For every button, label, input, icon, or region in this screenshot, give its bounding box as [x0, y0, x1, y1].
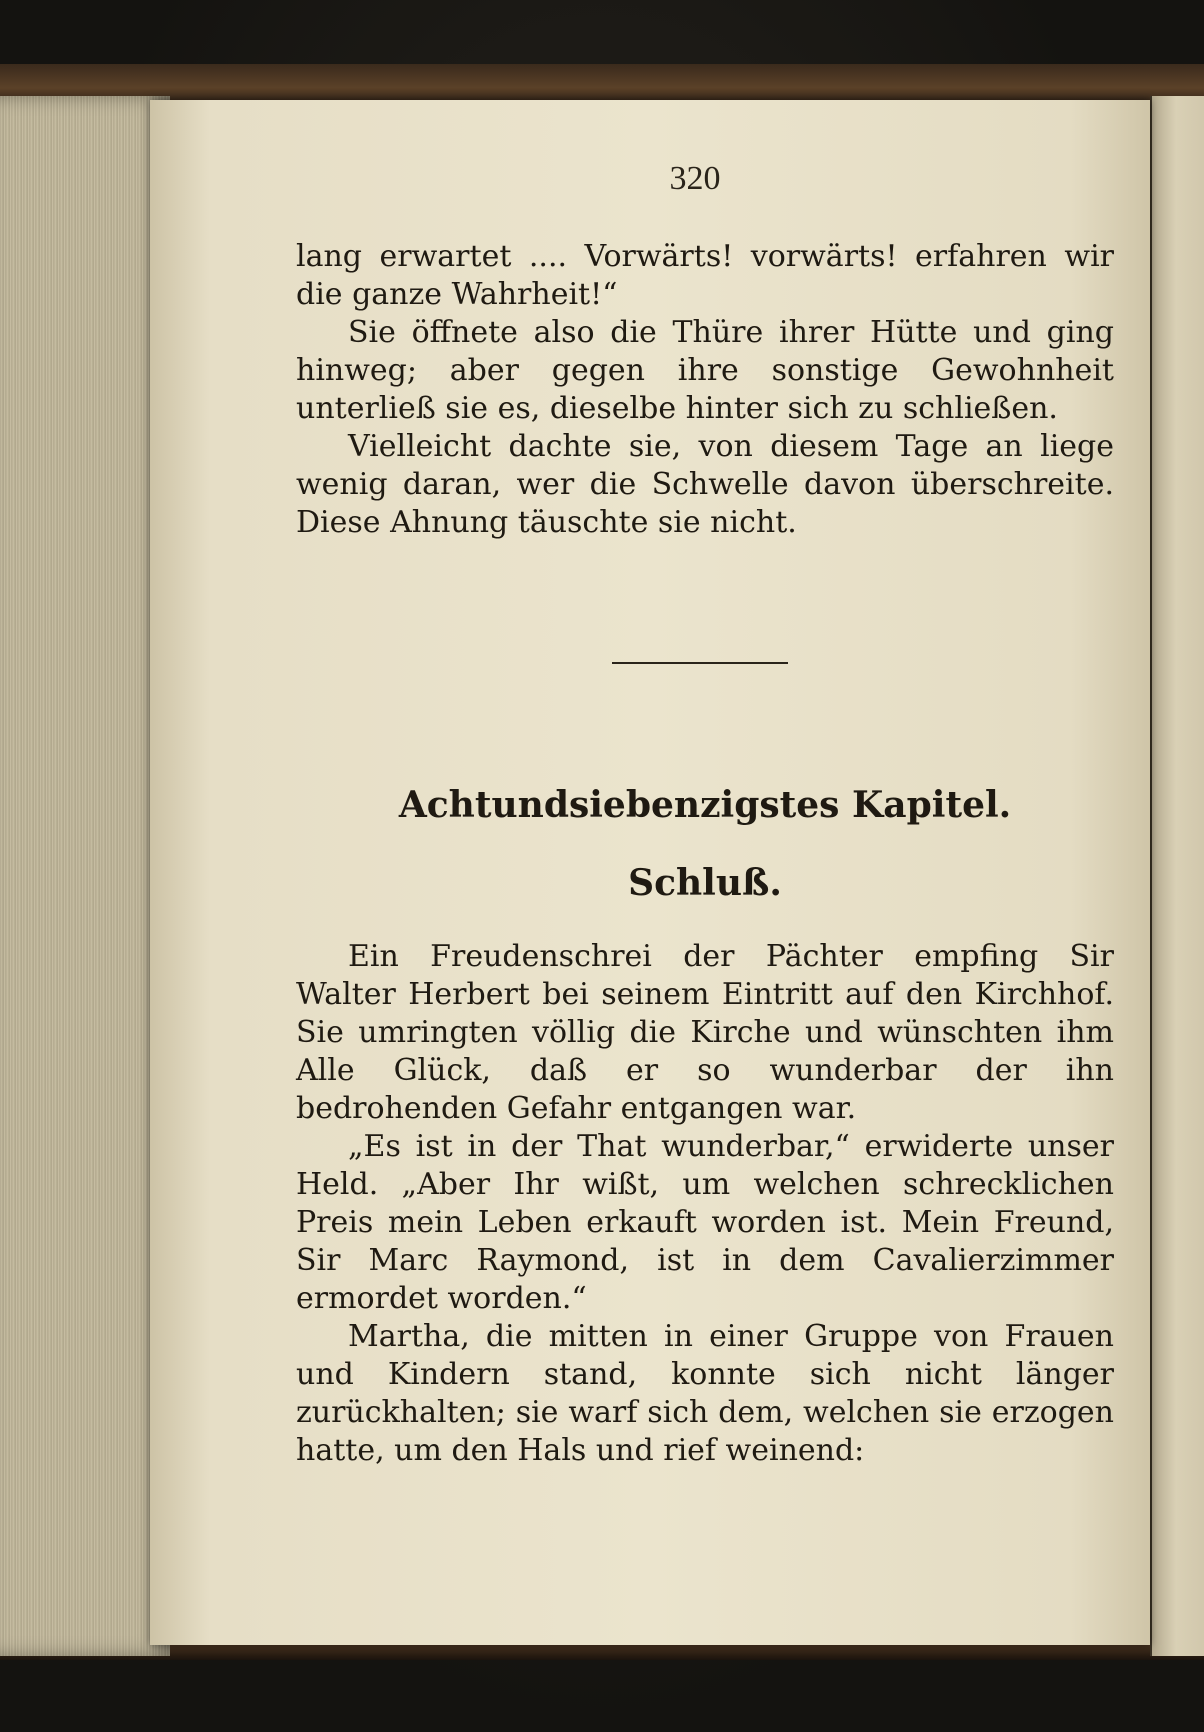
paragraph: „Es ist in der That wunderbar,“ erwiderte unser Held. „Aber Ihr wißt, um welchen schrecklichen Preis mein Leben erkauft worden ist. Mein Freund, Sir Marc Raymond, ist in dem Cavalierzimmer ermordet worden.“: [296, 1129, 1114, 1316]
facing-page-edge: [1150, 96, 1204, 1656]
paragraph: Vielleicht dachte sie, von diesem Tage an liege wenig daran, wer die Schwelle davon überschreite. Diese Ahnung täuschte sie nicht.: [296, 429, 1114, 540]
chapter-title: Achtundsiebenzigstes Kapitel.: [398, 784, 1012, 826]
chapter-subtitle: Schluß.: [628, 862, 782, 904]
text-block-chapter-body: [296, 938, 1114, 1470]
page-stack-edge: [0, 96, 170, 1656]
page-number: 320: [669, 160, 721, 197]
paragraph: Sie öffnete also die Thüre ihrer Hütte und ging hinweg; aber gegen ihre sonstige Gewohnheit unterließ sie es, dieselbe hinter sich zu schließen.: [296, 315, 1114, 426]
text-block-before-chapter: [296, 238, 1114, 542]
paragraph: Ein Freudenschrei der Pächter empfing Sir Walter Herbert bei seinem Eintritt auf den Kirchhof. Sie umringten völlig die Kirche und wünschten ihm Alle Glück, daß er so wunderbar der ihn bedrohenden Gefahr entgangen war.: [296, 939, 1114, 1126]
paragraph: Martha, die mitten in einer Gruppe von Frauen und Kindern stand, konnte sich nicht länger zurückhalten; sie warf sich dem, welchen sie erzogen hatte, um den Hals und rief weinend:: [296, 1319, 1114, 1468]
paragraph: lang erwartet .... Vorwärts! vorwärts! erfahren wir die ganze Wahrheit!“: [296, 239, 1114, 312]
book-cover-top: [0, 64, 1204, 104]
section-separator: [612, 662, 788, 664]
